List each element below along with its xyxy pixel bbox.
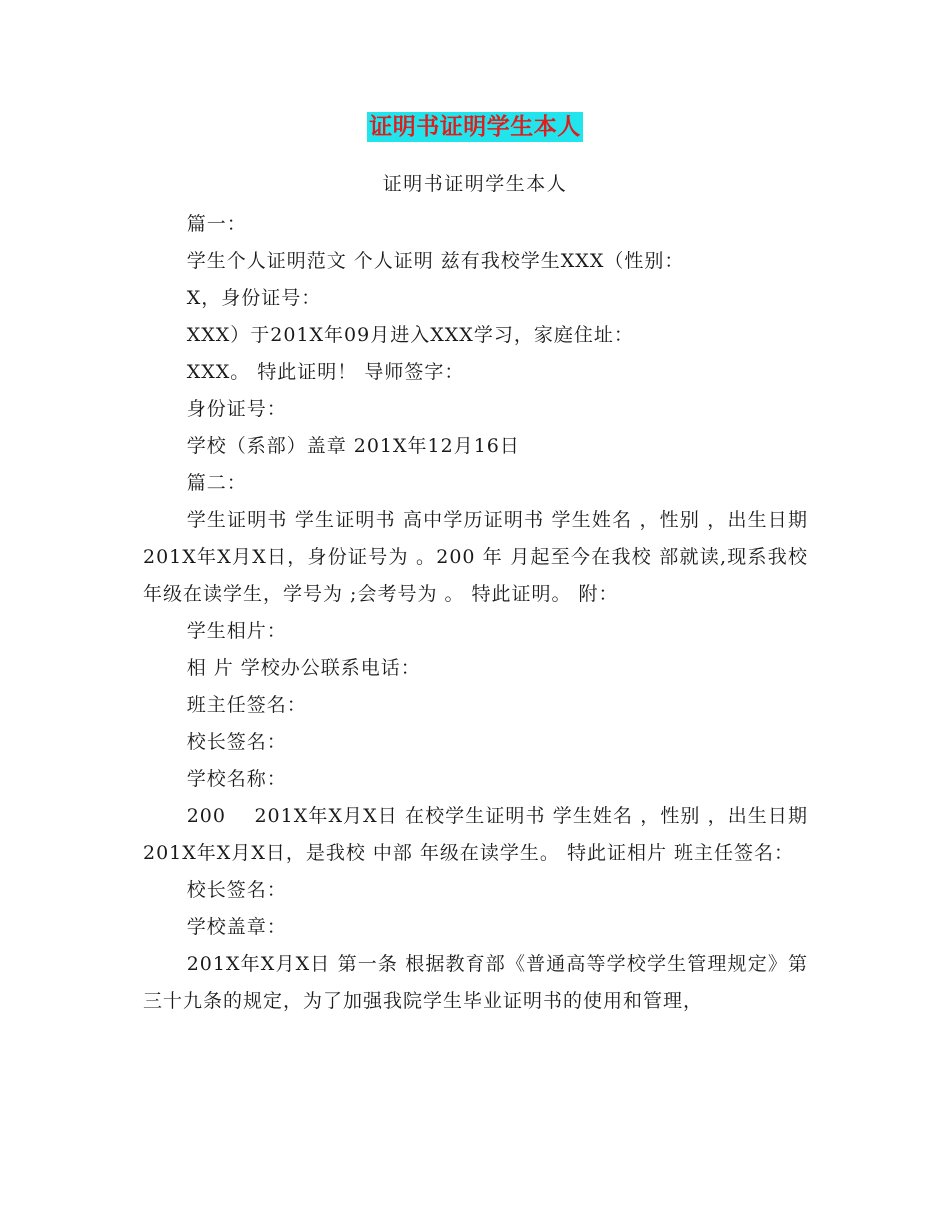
paragraph: 班主任签名：	[186, 694, 307, 716]
paragraph: 201X年X月X日 第一条 根据教育部《普通高等学校学生管理规定》第三十九条的规定，为了加强我院学生毕业证明书的使用和管理，	[143, 953, 808, 1012]
paragraph: 200 201X年X月X日 在校学生证明书 学生姓名 ，性别 ，出生日期 201X年X月X日，是我校 中部 年级在读学生。 特此证相片 班主任签名：	[143, 805, 837, 864]
document-subtitle: 证明书证明学生本人	[382, 173, 568, 195]
paragraph: XXX）于201X年09月进入XXX学习，家庭住址：	[186, 324, 634, 346]
paragraph: 学校（系部）盖章 201X年12月16日	[186, 435, 520, 457]
paragraph: 学生证明书 学生证明书 高中学历证明书 学生姓名 ，性别 ，出生日期 201X年X月X日，身份证号为 。200 年 月起至今在我校 部就读,现系我校 年级在读学生，学号为 ;会考号为 。 特此证明。 附：	[143, 509, 837, 605]
paragraph: X，身份证号：	[186, 287, 322, 309]
title-container	[0, 112, 950, 142]
paragraph: 学校名称：	[186, 768, 287, 790]
paragraph: 学生相片：	[186, 620, 287, 642]
document-title: 证明书证明学生本人	[369, 113, 581, 140]
paragraph: 学生个人证明范文 个人证明 兹有我校学生XXX（性别：	[186, 250, 685, 272]
paragraph: XXX。 特此证明！ 导师签字：	[186, 361, 465, 383]
paragraph: 校长签名：	[186, 731, 287, 753]
paragraph: 校长签名：	[186, 879, 287, 901]
paragraph: 篇一：	[186, 213, 247, 235]
paragraph: 学校盖章：	[186, 916, 287, 938]
paragraph: 相 片 学校办公联系电话：	[186, 657, 421, 679]
document-body	[143, 206, 837, 1020]
paragraph: 身份证号：	[186, 398, 287, 420]
paragraph: 篇二：	[186, 472, 247, 494]
